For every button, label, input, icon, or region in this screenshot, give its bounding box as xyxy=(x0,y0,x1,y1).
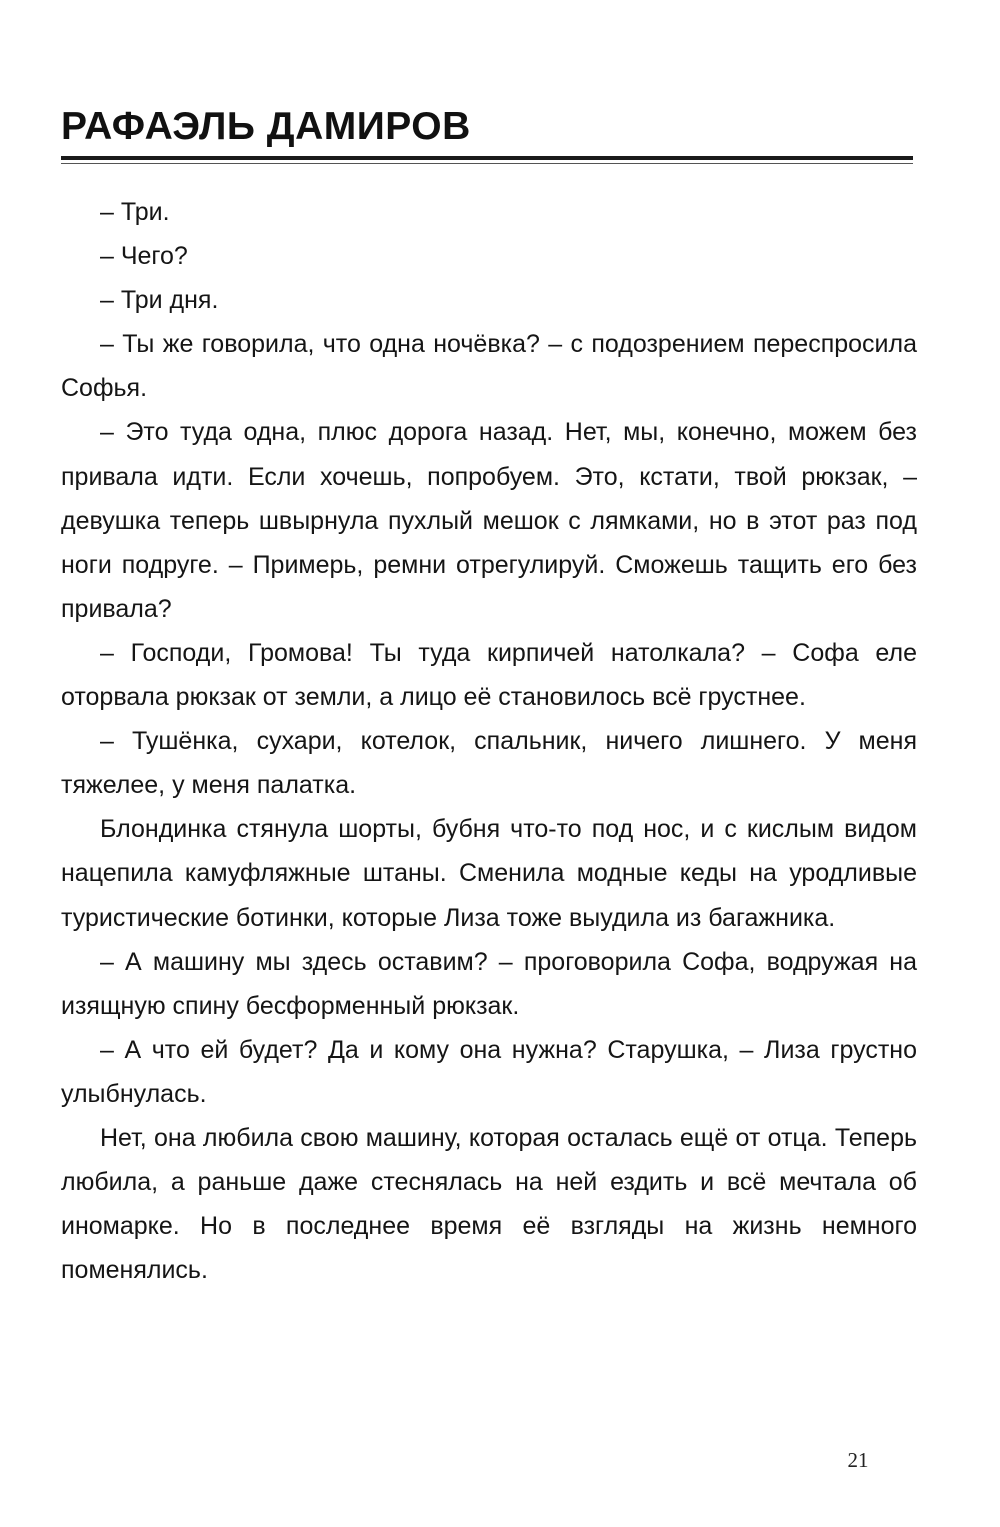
paragraph: – Чего? xyxy=(100,242,188,271)
paragraph: – Тушёнка, сухари, котелок, спальник, ничего лишнего. У меня тяжелее, у меня палатка. xyxy=(61,727,917,800)
paragraph: – А что ей будет? Да и кому она нужна? Старушка, – Лиза грустно улыбнулась. xyxy=(61,1035,917,1108)
paragraph: Блондинка стянула шорты, бубня что-то под нос, и с кислым видом нацепила камуфляжные штаны. Сменила модные кеды на уродливые туристические ботинки, которые Лиза тоже выудила из багажника. xyxy=(61,815,917,932)
paragraph: – А машину мы здесь оставим? – проговорила Софа, водружая на изящную спину бесформенный рюкзак. xyxy=(61,947,917,1020)
header-rule-thin xyxy=(61,163,913,164)
header-rule-thick xyxy=(61,156,913,160)
page-number: 21 xyxy=(847,1448,869,1472)
body-text xyxy=(61,190,917,1292)
paragraph: – Ты же говорила, что одна ночёвка? – с подозрением переспросила Софья. xyxy=(61,330,917,403)
paragraph: – Господи, Громова! Ты туда кирпичей натолкала? – Софа еле оторвала рюкзак от земли, а лицо её становилось всё грустнее. xyxy=(61,638,917,712)
paragraph: – Три. xyxy=(100,198,170,226)
paragraph: Нет, она любила свою машину, которая осталась ещё от отца. Теперь любила, а раньше даже стеснялась на ней ездить и всё мечтала об иномарке. Но в последнее время её взгляды на жизнь немного поменялись. xyxy=(61,1123,917,1285)
paragraph: – Это туда одна, плюс дорога назад. Нет, мы, конечно, можем без привала идти. Если хочешь, попробуем. Это, кстати, твой рюкзак, – девушка теперь швырнула пухлый мешок с лямками, но в этот раз под ноги подруге. – Примерь, ремни отрегулируй. Сможешь тащить его без привала? xyxy=(61,418,917,623)
running-header xyxy=(61,104,913,164)
author-name: РАФАЭЛЬ ДАМИРОВ xyxy=(61,105,471,148)
paragraph: – Три дня. xyxy=(100,286,219,315)
